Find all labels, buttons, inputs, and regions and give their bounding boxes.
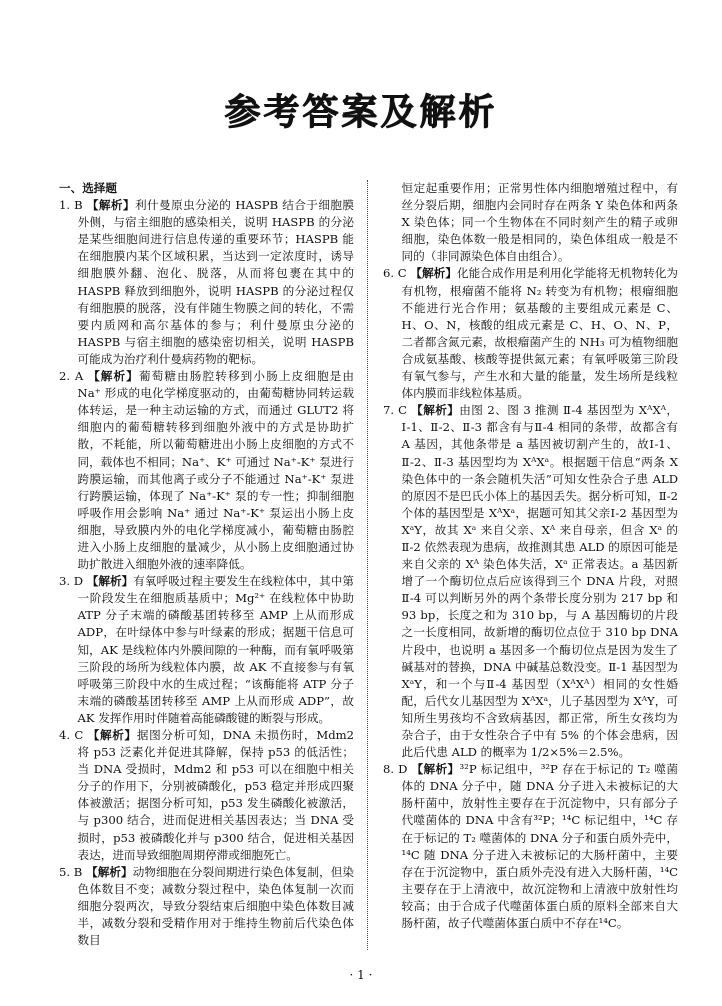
analysis-tag: 【解析】 xyxy=(86,198,135,213)
answer-number: 6. C xyxy=(383,266,407,281)
page-title: 参考答案及解析 xyxy=(224,92,498,133)
analysis-tag: 【解析】 xyxy=(88,369,139,384)
answer-text: 有氧呼吸过程主要发生在线粒体中，其中第一阶段发生在细胞质基质中；Mg²⁺ 在线粒体中协助 ATP 分子末端的磷酸基团转移至 AMP 上从而形成 ADP，在叶绿体中参与叶绿素的形成；据题干信息可知，AK 是线粒体内外膜间隙的一种酶，而有氧呼吸第三阶段的场所为线粒体内膜，故 AK 不直接参与有氧呼吸第三阶段中水的生成过程；“该酶能将 ATP 分子末端的磷酸基团转移至 AMP 上从而形成 ADP”，故 AK 发挥作用时伴随着高能磷酸键的断裂与形成。 xyxy=(77,574,354,725)
page-number: · 1 · xyxy=(349,968,373,982)
answer-text: ³²P 标记组中，³²P 存在于标记的 T₂ 噬菌体的 DNA 分子中，随 DNA 分子进入未被标记的大肠杆菌中，放射性主要存在于沉淀物中，只有部分子代噬菌体的 DNA 中含有³²P；¹⁴C 标记组中，¹⁴C 存在于标记的 T₂ 噬菌体的 DNA 分子和蛋白质外壳中，¹⁴C 随 DNA 分子进入未被标记的大肠杆菌中，主要存在于沉淀物中，蛋白质外壳没有进入大肠杆菌，¹⁴C 主要存在于上清液中，故沉淀物和上清液中放射性均较高；由于合成子代噬菌体蛋白质的原料全部来自大肠杆菌，故子代噬菌体蛋白质中不存在¹⁴C。 xyxy=(401,762,678,931)
analysis-tag: 【解析】 xyxy=(86,574,134,589)
answer-text: 由图 2、图 3 推测 Ⅱ-4 基因型为 XᴬXᴬ，Ⅰ-1、Ⅱ-2、Ⅱ-3 都含有与Ⅱ-4 相同的条带，故都含有 A 基因，其他条带是 a 基因被切割产生的，故Ⅰ-1、Ⅱ-2、Ⅱ-3 基因型均为 XᴬXᵃ。根据题干信息“两条 X 染色体中的一条会随机失活”可知女性杂合子患 ALD 的原因不是巴氏小体上的基因丢失。据分析可知，Ⅱ-2 个体的基因型是 XᴬXᵃ，据题可知其父亲Ⅰ-2 基因型为 XᵃY，故其 Xᵃ 来自父亲、Xᴬ 来自母亲，但含 Xᵃ 的Ⅱ-2 依然表现为患病，故推测其患 ALD 的原因可能是来自父亲的 Xᴬ 染色体失活，Xᵃ 正常表达。a 基因新增了一个酶切位点后应该得到三个 DNA 片段，对照Ⅱ-4 可以判断另外的两个条带长度分别为 217 bp 和 93 bp，长度之和为 310 bp，与 A 基因酶切的片段之一长度相同，故新增的酶切位点位于 310 bp DNA 片段中，也说明 a 基因多一个酶切位点是因为发生了碱基对的替换，DNA 中碱基总数没变。Ⅱ-1 基因型为 XᵃY，和一个与Ⅱ-4 基因型（XᴬXᴬ）相同的女性婚配，后代女儿基因型为 XᴬXᵃ，儿子基因型为 XᴬY，可知所生男孩均不含致病基因，都正常，所生女孩均为杂合子，由于女性杂合子中有 5% 的个体会患病，因此后代患 ALD 的概率为 1/2×5%＝2.5%。 xyxy=(401,403,678,760)
answer-item-5-continuation: 恒定起重要作用；正常男性体内细胞增殖过程中，有丝分裂后期，细胞内会同时存在两条 Y 染色体和两条 X 染色体；同一个生物体在不同时刻产生的精子或卵细胞，染色体数一般是相同的，染色体组成一般是不同的（非同源染色体自由组合）。 xyxy=(401,181,678,264)
answer-number: 3. D xyxy=(59,574,84,589)
answer-number: 8. D xyxy=(383,762,408,777)
column-divider xyxy=(367,180,368,950)
answer-item-7 xyxy=(383,402,678,761)
analysis-tag: 【解析】 xyxy=(410,266,457,281)
answer-number: 5. B xyxy=(59,864,83,879)
answer-item-2 xyxy=(59,368,354,573)
answer-item-3 xyxy=(59,573,354,727)
answer-item-5 xyxy=(59,864,354,949)
answer-text: 葡萄糖由肠腔转移到小肠上皮细胞是由 Na⁺ 形成的电化学梯度驱动的，由葡萄糖协同转运载体转运，是一种主动运输的方式，而通过 GLUT2 将细胞内的葡萄糖转移到细胞外液中的方式是协助扩散，不耗能，所以葡萄糖进出小肠上皮细胞的方式不同，载体也不相同；Na⁺、K⁺ 可通过 Na⁺-K⁺ 泵进行跨膜运输，而其他离子或分子不能通过 Na⁺-K⁺ 泵进行跨膜运输，体现了 Na⁺-K⁺ 泵的专一性；抑制细胞呼吸作用会影响 Na⁺ 通过 Na⁺-K⁺ 泵运出小肠上皮细胞，导致膜内外的电化学梯度减小，葡萄糖由肠腔进入小肠上皮细胞的量减少，从小肠上皮细胞通过协助扩散进入细胞外液的速率降低。 xyxy=(77,369,354,572)
left-column xyxy=(59,180,354,949)
analysis-tag: 【解析】 xyxy=(86,864,133,879)
answer-number: 1. B xyxy=(59,198,83,213)
answer-text: 动物细胞在分裂间期进行染色体复制，但染色体数目不变；减数分裂过程中，染色体复制一次而细胞分裂两次，导致分裂结束后细胞中染色体数目减半，减数分裂和受精作用对于维持生物前后代染色体数目 xyxy=(77,864,354,948)
answer-item-8 xyxy=(383,761,678,932)
analysis-tag: 【解析】 xyxy=(411,762,460,777)
answer-item-4 xyxy=(59,727,354,864)
analysis-tag: 【解析】 xyxy=(87,728,137,742)
section-heading: 一、选择题 xyxy=(59,181,117,195)
answer-text: 利什曼原虫分泌的 HASPB 结合于细胞膜外侧，与宿主细胞的感染相关，说明 HASPB 的分泌是某些细胞间进行信息传递的重要环节；HASPB 能在细胞膜内某个区域积累，当达到一定浓度时，诱导细胞膜外翻、泡化、脱落，从而将包裹在其中的 HASPB 释放到细胞外，说明 HASPB 的分泌过程仅有细胞膜的脱落，没有伴随生物膜之间的转化，不需要内质网和高尔基体的参与；利什曼原虫分泌的 HASPB 与宿主细胞的感染密切相关，说明 HASPB 可能成为治疗利什曼病药物的靶标。 xyxy=(77,198,354,366)
answer-number: 7. C xyxy=(383,403,408,418)
right-column xyxy=(383,180,678,932)
answer-number: 2. A xyxy=(59,369,84,384)
analysis-tag: 【解析】 xyxy=(411,403,460,418)
answer-item-1 xyxy=(59,197,354,368)
answer-text: 化能合成作用是利用化学能将无机物转化为有机物，根瘤菌不能将 N₂ 转变为有机物；根瘤细胞不能进行光合作用；氨基酸的主要组成元素是 C、H、O、N，核酸的组成元素是 C、H、O、N、P，二者都含氮元素，故根瘤菌产生的 NH₃ 可为植物细胞合成氨基酸、核酸等提供氮元素；有氧呼吸第三阶段有氧气参与，产生水和大量的能量，发生场所是线粒体内膜而非线粒体基质。 xyxy=(401,266,678,401)
answer-text: 据图分析可知，DNA 未损伤时，Mdm2 将 p53 泛素化并促进其降解，保持 p53 的低活性；当 DNA 受损时，Mdm2 和 p53 可以在细胞中相关分子的作用下，分别被磷酸化，p53 稳定并形成四聚体被激活；据图分析可知，p53 发生磷酸化被激活，与 p300 结合，进而促进相关基因表达；当 DNA 受损时，p53 被磷酸化并与 p300 结合，促进相关基因表达，进而导致细胞周期停滞或细胞死亡。 xyxy=(77,728,354,862)
answer-item-6 xyxy=(383,265,678,402)
answer-number: 4. C xyxy=(59,728,84,742)
